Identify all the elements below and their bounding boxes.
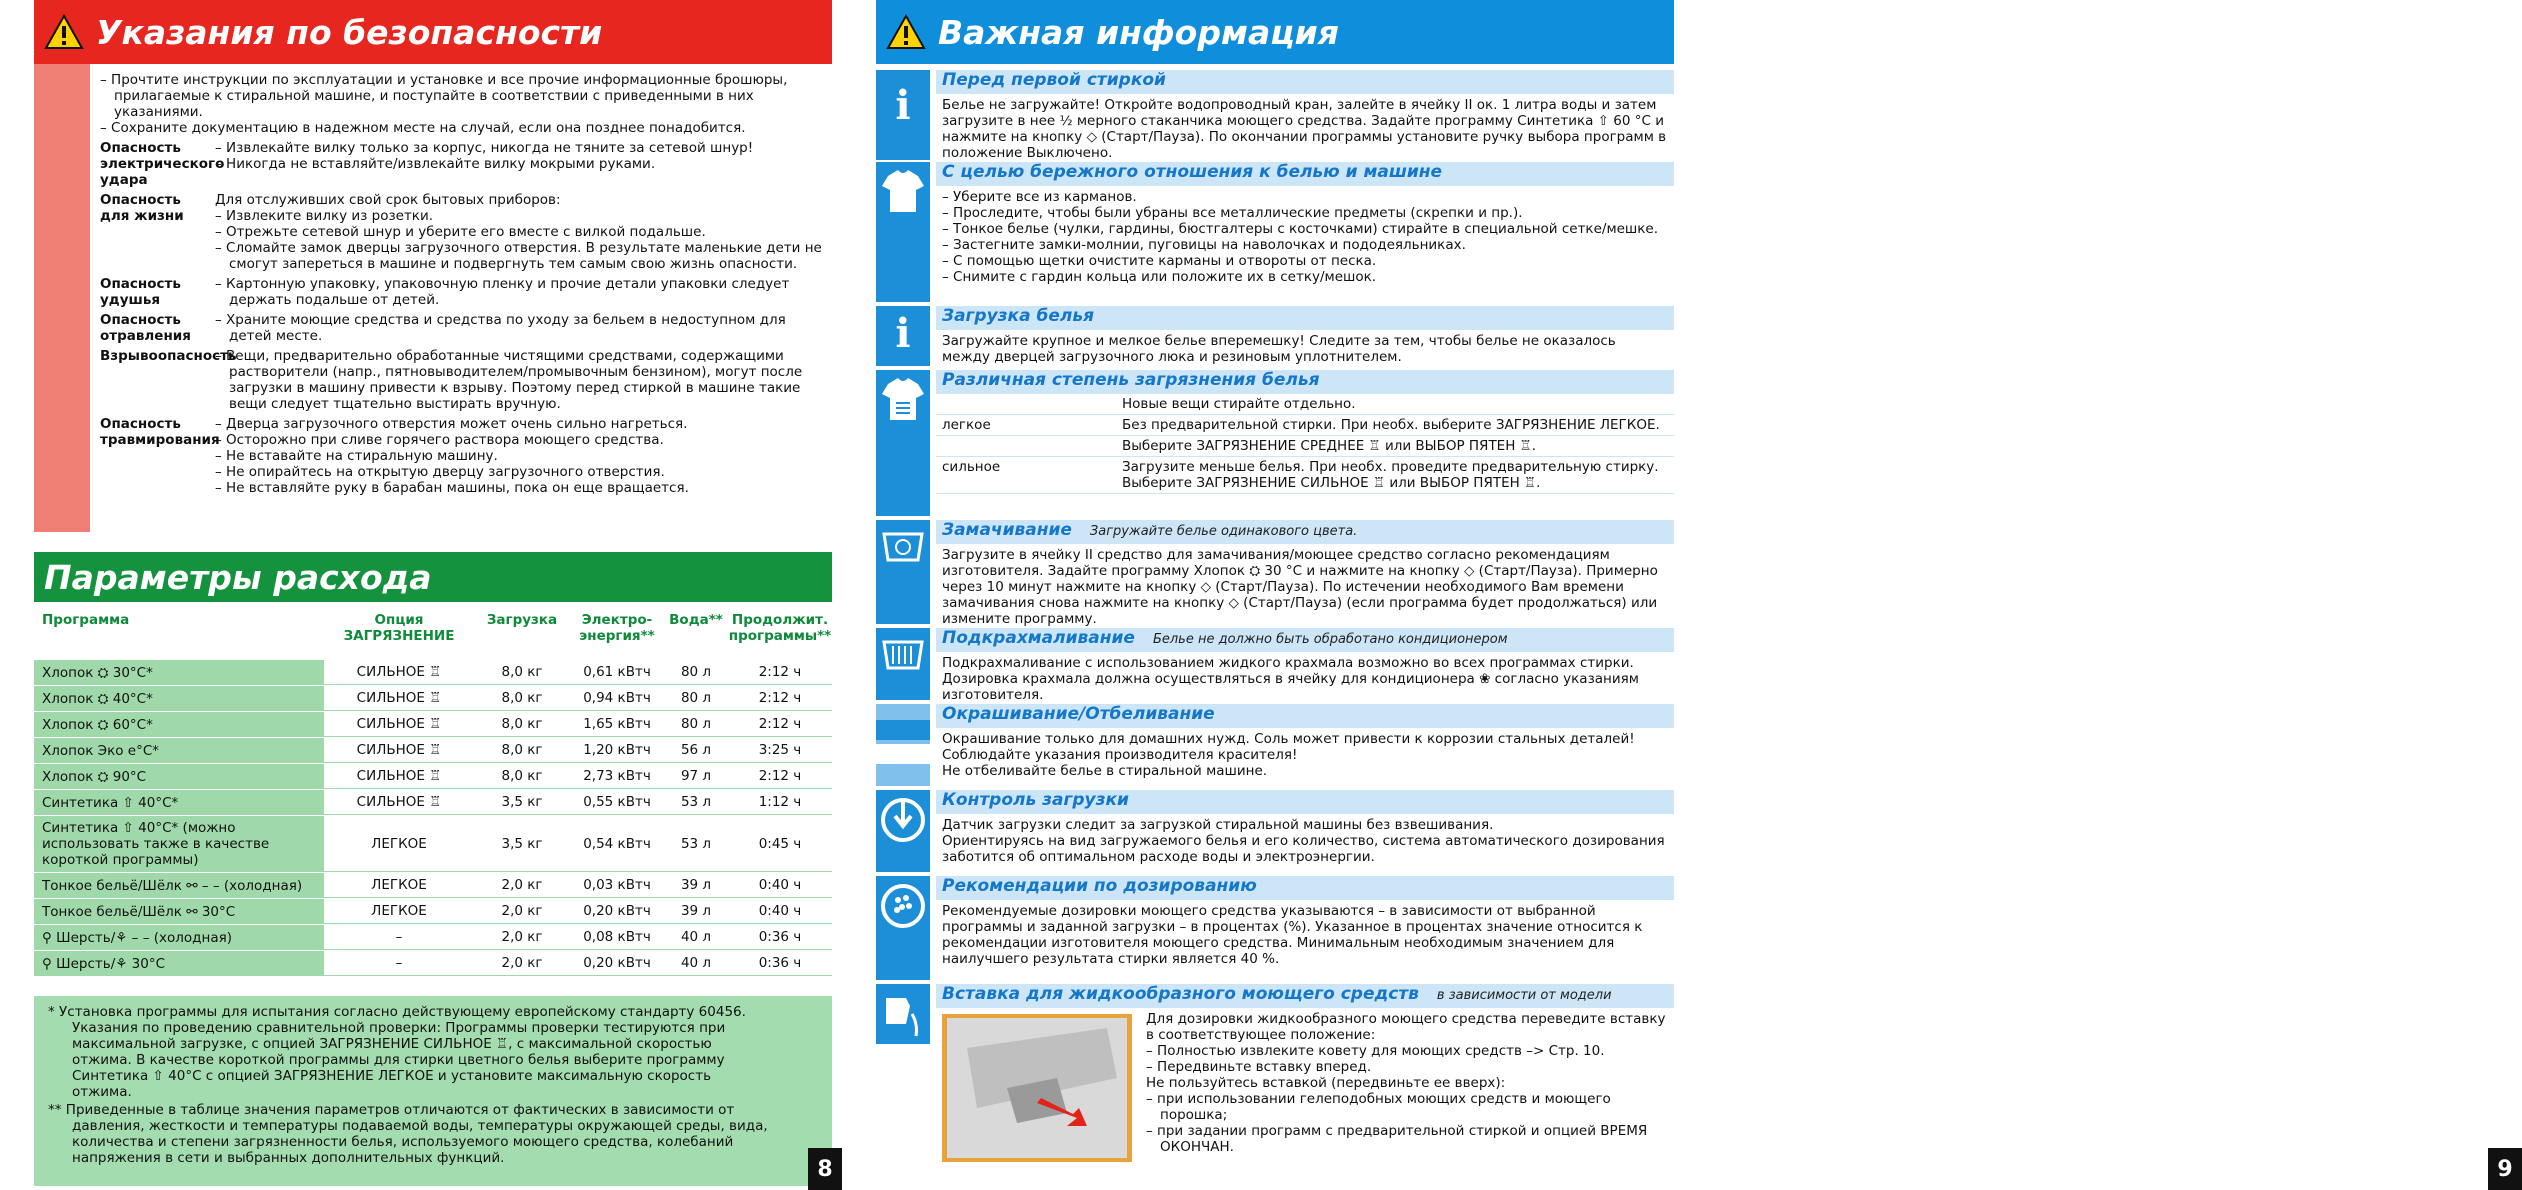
table-cell: 3,5 кг [474,816,570,872]
hazard-line: – Извлекайте вилку только за корпус, никогда не тяните за сетевой шнур! [215,140,754,156]
section-title: С целью бережного отношения к белью и машине [936,162,1674,186]
section-text: Не отбеливайте белье в стиральной машине. [942,763,1268,779]
table-cell: Тонкое бельё/Шёлк ⚯ – – (холодная) [34,873,324,898]
table-body [34,660,832,977]
column-header: Электро-энергия** [579,612,655,644]
section-text: – Полностью извлеките ковету для моющих средств –> Стр. 10. [1146,1043,1605,1059]
table-cell: Хлопок ⛭ 60°C* [34,712,324,737]
section-title: Загрузка белья [936,306,1674,330]
safety-title: Указания по безопасности [96,12,603,52]
section-care [876,162,1674,302]
table-cell: 80 л [664,712,728,737]
table-cell: 0:40 ч [728,873,832,898]
table-cell: 0:36 ч [728,951,832,976]
section-text: Подкрахмаливание с использованием жидкого крахмала возможно во всех программах стирки. Дозировка крахмала должна осуществляться в ячейку для кондиционера ❀ согласно указаниям изготовителя. [942,655,1639,703]
table-cell: 1,20 кВтч [570,738,664,763]
info-icon: i [876,306,930,366]
column-header: Программа [42,612,130,628]
table-row [34,816,832,873]
table-cell: 1,65 кВтч [570,712,664,737]
soil-table [936,394,1674,494]
hazard-line: Для отслуживших свой срок бытовых приборов: [215,192,561,208]
table-row [34,873,832,899]
table-cell: 2,0 кг [474,899,570,924]
soil-level: сильное [936,457,1116,494]
table-cell: 2,0 кг [474,925,570,950]
soil-level [936,394,1116,415]
table-cell: 3:25 ч [728,738,832,763]
liquid-detergent-icon [876,984,930,1044]
table-cell: 8,0 кг [474,712,570,737]
load-sensor-icon [876,790,930,872]
shirt-icon [876,162,930,302]
section-dyeing [876,704,1674,786]
table-cell: Тонкое бельё/Шёлк ⚯ 30°C [34,899,324,924]
table-row [34,686,832,712]
section-text: Загрузите в ячейку II средство для замачивания/моющее средство согласно рекомендациям изготовителя. Задайте программу Хлопок ⛭ 30 °C и нажмите на кнопку ◇ (Старт/Пауза). Примерно через 10 минут нажмите на кнопку ◇ (Старт/Пауза). По истечении необходимого Вам времени замачивания снова нажмите на кнопку ◇ (Старт/Пауза) (если программа будет продолжаться) или измените программу. [942,547,1658,627]
section-title: Рекомендации по дозированию [936,876,1674,900]
table-cell: 0:40 ч [728,899,832,924]
table-cell: 2,0 кг [474,951,570,976]
section-loading [876,306,1674,366]
intro-line: – Сохраните документацию в надежном месте на случай, если она позднее понадобится. [100,120,746,136]
hazard-row [100,416,822,496]
section-title: Вставка для жидкообразного моющего средств [942,984,1419,1004]
table-row [34,712,832,738]
section-text: – Снимите с гардин кольца или положите их в сетку/мешок. [942,269,1377,285]
column-header: Загрузка [486,612,558,628]
hazard-row [100,192,822,272]
hazard-row [100,140,822,188]
table-header [34,612,832,660]
page-number: 8 [808,1148,842,1190]
hazard-line: – Отрежьте сетевой шнур и уберите его вместе с вилкой подальше. [215,224,706,240]
table-cell: 0,54 кВтч [570,816,664,872]
table-cell: 53 л [664,816,728,872]
section-title: Контроль загрузки [936,790,1674,814]
table-cell: 2:12 ч [728,764,832,789]
section-text: Ориентируясь на вид загружаемого белья и его количество, система автоматического дозирования заботится об оптимальном расходе воды и электроэнергии. [942,833,1665,865]
section-text: Загружайте крупное и мелкое белье вперемешку! Следите за тем, чтобы белье не оказалось между дверцей загрузочного люка и резиновым уплотнителем. [942,333,1616,365]
hazard-label: Опасность для жизни [100,192,184,224]
column-header: Продолжит. программы** [728,612,832,644]
consumption-title: Параметры расхода [44,557,432,597]
section-subtitle: Белье не должно быть обработано кондиционером [1152,632,1508,647]
section-title: Подкрахмаливание [942,628,1135,648]
table-row [34,899,832,925]
soil-advice: Загрузите меньше белья. При необх. проведите предварительную стирку. Выберите ЗАГРЯЗНЕНИЕ СИЛЬНОЕ ♖ или ВЫБОР ПЯТЕН ♖. [1116,457,1674,494]
table-cell: 53 л [664,790,728,815]
section-text: Для дозировки жидкообразного моющего средства переведите вставку в соответствующее положение: [1146,1011,1666,1043]
table-cell: 2:12 ч [728,712,832,737]
table-cell: 80 л [664,686,728,711]
table-cell: 97 л [664,764,728,789]
table-row [34,660,832,686]
section-text: – С помощью щетки очистите карманы и отвороты от песка. [942,253,1377,269]
soiled-shirt-icon [876,370,930,516]
table-cell: 0,55 кВтч [570,790,664,815]
table-cell: 0,94 кВтч [570,686,664,711]
table-cell: – [324,925,474,950]
table-cell: Хлопок ⛭ 40°C* [34,686,324,711]
table-cell: 8,0 кг [474,764,570,789]
table-cell: Синтетика ⇧ 40°C* [34,790,324,815]
table-cell: 8,0 кг [474,686,570,711]
table-cell: 2:12 ч [728,660,832,685]
hazard-line: – Храните моющие средства и средства по уходу за бельем в недоступном для детей месте. [215,312,786,344]
section-text: Датчик загрузки следит за загрузкой стиральной машины без взвешивания. [942,817,1494,833]
table-cell: 56 л [664,738,728,763]
table-cell: СИЛЬНОЕ ♖ [324,712,474,737]
section-text: Окрашивание только для домашних нужд. Соль может привести к коррозии стальных деталей! Соблюдайте указания производителя красителя! [942,731,1635,763]
section-text: Рекомендуемые дозировки моющего средства указываются – в зависимости от выбранной программы и заданной загрузки – в процентах (%). Указанное в процентах значение относится к рекомендации изготовителя моющего средства. Минимальным необходимым значением для наилучшего результата стирки является 40 %. [942,903,1643,967]
hazard-line: – Не вставайте на стиральную машину. [215,448,498,464]
left-page [0,0,842,1190]
warning-icon [44,14,84,50]
safety-intro [100,72,822,136]
table-cell: Синтетика ⇧ 40°C* (можно использовать также в качестве короткой программы) [34,816,324,872]
section-title: Различная степень загрязнения белья [936,370,1674,394]
table-cell: СИЛЬНОЕ ♖ [324,660,474,685]
table-cell: ЛЕГКОЕ [324,816,474,872]
section-title: Перед первой стиркой [936,70,1674,94]
section-text: – Застегните замки-молнии, пуговицы на наволочках и пододеяльниках. [942,237,1466,253]
soil-level: легкое [936,415,1116,436]
table-row [34,738,832,764]
info-icon: i [876,70,930,160]
table-notes [34,996,832,1186]
section-text: – Передвиньте вставку вперед. [1146,1059,1372,1075]
section-soaking [876,520,1674,627]
note: * Установка программы для испытания согласно действующему европейскому стандарту 60456. Указания по проведению сравнительной проверки: Программы проверки тестируются при максимальной загрузке, с опцией ЗАГРЯЗНЕНИЕ СИЛЬНОЕ ♖, с максимальной скоростью отжима. В качестве короткой программы для стирки цветного белья выберите программу Синтетика ⇧ 40°C с опцией ЗАГРЯЗНЕНИЕ ЛЕГКОЕ и установите максимальную скорость отжима. [48,1004,746,1100]
dye-icon [876,704,930,786]
intro-line: – Прочтите инструкции по эксплуатации и установке и все прочие информационные брошюры, прилагаемые к стиральной машине, и поступайте в соответствии с приведенными в них указаниями. [100,72,788,120]
table-cell: Хлопок Эко e°C* [34,738,324,763]
note: ** Приведенные в таблице значения параметров отличаются от фактических в зависимости от давления, жесткости и температуры подаваемой воды, температуры окружающей среды, вида, количества и степени загрязненности белья, используемого моющего средства, колебаний напряжения в сети и выбранных дополнительных функций. [48,1102,768,1166]
table-cell: 0:45 ч [728,816,832,872]
table-cell: 0:36 ч [728,925,832,950]
table-cell: 2,0 кг [474,873,570,898]
hazard-row [100,312,822,344]
table-cell: 0,08 кВтч [570,925,664,950]
safety-body [90,64,832,532]
table-cell: 3,5 кг [474,790,570,815]
hazard-row [100,348,822,412]
page-number: 9 [2488,1148,2522,1190]
hazard-row [100,276,822,308]
table-cell: Хлопок ⛭ 90°C [34,764,324,789]
soil-advice: Новые вещи стирайте отдельно. [1116,394,1674,415]
hazard-line: – Вещи, предварительно обработанные чистящими средствами, содержащими растворители (напр., пятновыводителем/промывочным бензином), могут после загрузки в машину привести к взрыву. Поэтому перед стиркой в машине такие вещи следует тщательно выстирать вручную. [215,348,803,412]
table-cell: ЛЕГКОЕ [324,899,474,924]
hazard-line: – Сломайте замок дверцы загрузочного отверстия. В результате маленькие дети не смогут запереться в машине и подвергнуть тем самым свою жизнь опасности. [215,240,822,272]
insert-illustration [942,1014,1132,1162]
section-dosing [876,876,1674,980]
consumption-table [34,612,832,977]
right-page [842,0,2513,1190]
table-row [34,790,832,816]
hazard-label: Опасность удушья [100,276,181,308]
table-cell: СИЛЬНОЕ ♖ [324,790,474,815]
soak-tub-icon [876,520,930,624]
hazard-line: – Извлеките вилку из розетки. [215,208,434,224]
safety-side-bar [34,64,90,532]
table-cell: ЛЕГКОЕ [324,873,474,898]
table-cell: 0,20 кВтч [570,899,664,924]
hazard-line: – Картонную упаковку, упаковочную пленку и прочие детали упаковки следует держать подальше от детей. [215,276,790,308]
table-cell: 0,20 кВтч [570,951,664,976]
hazard-label: Опасность травмирования [100,416,220,448]
section-liquid-insert [876,984,1674,1184]
soil-advice: Без предварительной стирки. При необх. выберите ЗАГРЯЗНЕНИЕ ЛЕГКОЕ. [1116,415,1674,436]
info-title: Важная информация [938,12,1339,52]
hazard-line: – Дверца загрузочного отверстия может очень сильно нагреться. [215,416,688,432]
table-cell: 8,0 кг [474,660,570,685]
info-header [876,0,1674,64]
table-cell: 39 л [664,873,728,898]
dosing-icon [876,876,930,980]
section-starching [876,628,1674,703]
soil-level [936,436,1116,457]
section-soiling [876,370,1674,516]
safety-header [34,0,832,64]
section-text: – Тонкое белье (чулки, гардины, бюстгалтеры с косточками) стирайте в специальной сетке/мешке. [942,221,1659,237]
section-text: Белье не загружайте! Откройте водопроводный кран, залейте в ячейку II ок. 1 литра воды и затем загрузите в нее ½ мерного стаканчика моющего средства. Задайте программу Синтетика ⇧ 60 °C и нажмите на кнопку ◇ (Старт/Пауза). По окончании программы установите ручку выбора программ в положение Выключено. [942,97,1667,161]
section-title: Окрашивание/Отбеливание [936,704,1674,728]
hazard-line: – Осторожно при сливе горячего раствора моющего средства. [215,432,664,448]
hazard-label: Опасность электрического удара [100,140,225,188]
consumption-header [34,552,832,602]
section-text: – при использовании гелеподобных моющих средств и моющего порошка; [1146,1091,1611,1123]
soil-advice: Выберите ЗАГРЯЗНЕНИЕ СРЕДНЕЕ ♖ или ВЫБОР ПЯТЕН ♖. [1116,436,1674,457]
section-first-wash [876,70,1674,160]
section-text: Не пользуйтесь вставкой (передвиньте ее вверх): [1146,1075,1506,1091]
table-cell: 0,03 кВтч [570,873,664,898]
hazard-line: – Не опирайтесь на открытую дверцу загрузочного отверстия. [215,464,665,480]
section-text: – Проследите, чтобы были убраны все металлические предметы (скрепки и пр.). [942,205,1523,221]
starch-tub-icon [876,628,930,700]
table-cell: СИЛЬНОЕ ♖ [324,686,474,711]
table-cell: СИЛЬНОЕ ♖ [324,738,474,763]
safety-block [34,64,832,532]
column-header: Вода** [669,612,723,628]
section-text: – Уберите все из карманов. [942,189,1137,205]
table-cell: ⚲ Шерсть/⚘ – – (холодная) [34,925,324,950]
column-header: Опция ЗАГРЯЗНЕНИЕ [343,612,455,644]
table-cell: 0,61 кВтч [570,660,664,685]
section-subtitle: в зависимости от модели [1436,988,1612,1003]
table-cell: – [324,951,474,976]
table-cell: Хлопок ⛭ 30°C* [34,660,324,685]
table-cell: 2,73 кВтч [570,764,664,789]
table-cell: 80 л [664,660,728,685]
section-title: Замачивание [942,520,1072,540]
table-row [34,951,832,977]
hazard-label: Опасность отравления [100,312,191,344]
table-cell: ⚲ Шерсть/⚘ 30°C [34,951,324,976]
table-cell: 40 л [664,925,728,950]
table-cell: 40 л [664,951,728,976]
section-text: – при задании программ с предварительной стиркой и опцией ВРЕМЯ ОКОНЧАН. [1146,1123,1648,1155]
table-cell: 39 л [664,899,728,924]
table-cell: 2:12 ч [728,686,832,711]
table-cell: 8,0 кг [474,738,570,763]
section-load-control [876,790,1674,872]
hazard-line: – Не вставляйте руку в барабан машины, пока он еще вращается. [215,480,689,496]
warning-icon [886,14,926,50]
hazard-label: Взрывоопасность [100,348,237,364]
table-cell: СИЛЬНОЕ ♖ [324,764,474,789]
section-subtitle: Загружайте белье одинакового цвета. [1089,524,1358,539]
table-row [34,764,832,790]
hazard-line: – Никогда не вставляйте/извлекайте вилку мокрыми руками. [215,156,656,172]
table-cell: 1:12 ч [728,790,832,815]
table-row [34,925,832,951]
